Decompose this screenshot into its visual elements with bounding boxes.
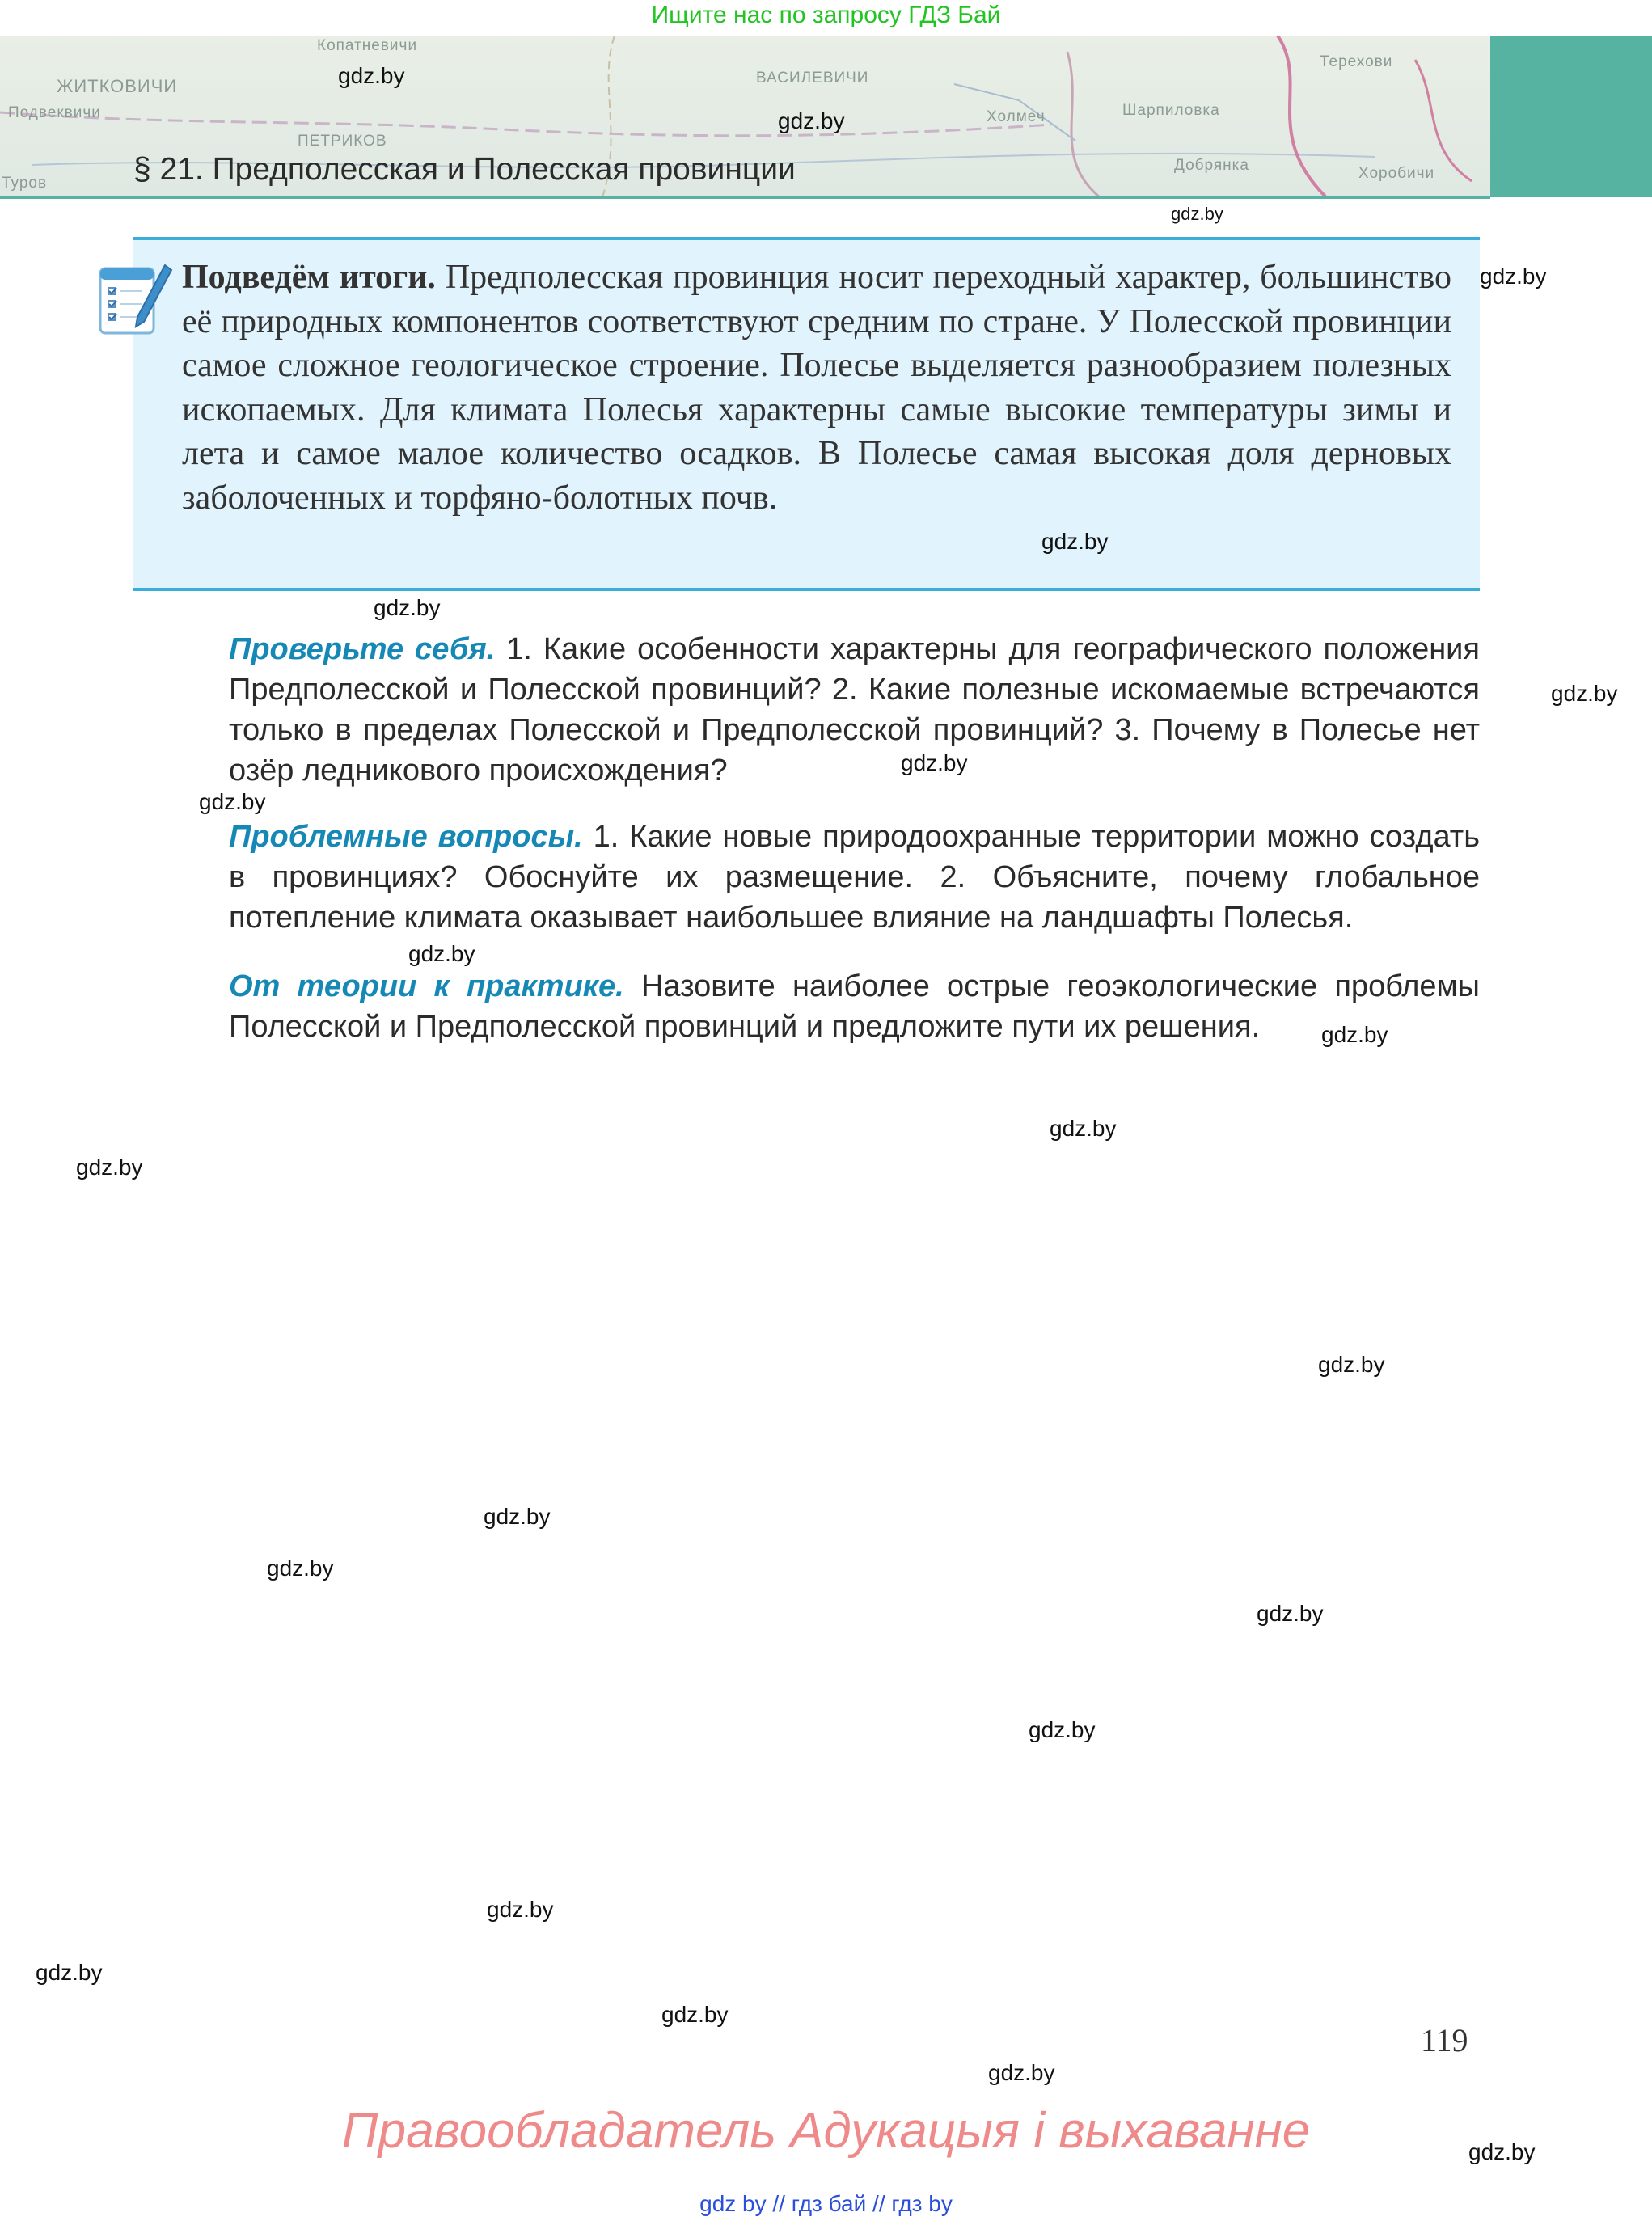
question-heading: Проблемные вопросы. xyxy=(229,820,583,854)
map-label: Хоробичи xyxy=(1358,165,1435,182)
question-heading: От теории к практике. xyxy=(229,969,624,1003)
watermark: gdz.by xyxy=(901,750,968,775)
question-text: Назовите наиболее острые геоэкологические проблемы Полесской и Предполесской провинций и предложите пути их решения. xyxy=(229,969,1480,1044)
map-label: Терехови xyxy=(1320,53,1393,70)
map-label: Туров xyxy=(2,175,48,192)
question-block-practice xyxy=(229,966,1480,1047)
top-search-banner: Ищите нас по запросу ГДЗ Бай xyxy=(651,2,1001,28)
map-label: Холмеч xyxy=(987,108,1046,125)
map-label: Шарпиловка xyxy=(1122,102,1220,119)
map-label: Подвеквичи xyxy=(8,104,101,121)
watermark: gdz.by xyxy=(76,1155,143,1180)
map-label: Копатневичи xyxy=(317,37,418,54)
watermark: gdz.by xyxy=(1318,1352,1385,1377)
watermark: gdz.by xyxy=(1050,1116,1117,1141)
watermark: gdz.by xyxy=(778,108,845,133)
watermark: gdz.by xyxy=(1041,529,1109,554)
watermark: gdz.by xyxy=(487,1897,554,1922)
chapter-title: § 21. Предполесская и Полесская провинции xyxy=(133,152,796,187)
watermark: gdz.by xyxy=(408,941,475,966)
watermark: gdz.by xyxy=(484,1504,551,1529)
watermark: gdz.by xyxy=(199,789,266,814)
summary-title: Подведём итоги. xyxy=(182,259,436,296)
watermark: gdz.by xyxy=(1171,204,1223,224)
map-label: ЖИТКОВИЧИ xyxy=(57,76,178,96)
summary-body: Предполесская провинция носит переходный характер, большинство её природных компонентов соответствуют средним по стране. У Полесской провинции самое сложное геологическое строение. Полесье выделяется разнообразием полезных ископаемых. Для климата Полесья характерны самые высокие температуры зимы и лета и самое малое количество осадков. В Полесье самая высокая доля дерновых заболоченных и торфяно-болотных почв. xyxy=(182,259,1451,517)
map-label: Добрянка xyxy=(1174,157,1249,174)
watermark: gdz.by xyxy=(661,2002,729,2027)
notepad-icon xyxy=(95,257,176,338)
rights-holder: Правообладатель Адукацыя і выхаванне xyxy=(341,2103,1311,2159)
watermark: gdz.by xyxy=(1468,2139,1536,2164)
map-label: ПЕТРИКОВ xyxy=(298,133,387,150)
page-number: 119 xyxy=(1421,2022,1468,2058)
watermark: gdz.by xyxy=(36,1960,103,1985)
question-heading: Проверьте себя. xyxy=(229,632,496,666)
watermark: gdz.by xyxy=(267,1556,334,1581)
question-block-problems xyxy=(229,817,1480,938)
question-text: 1. Какие особенности характерны для географического положения Предполесской и Полесской провинций? 2. Какие полезные искомаемые встречаются только в пределах Полесской и Предполесской провинций? 3. Почему в Полесье нет озёр ледникового происхождения? xyxy=(229,632,1480,787)
summary-text xyxy=(182,255,1451,520)
question-block-check xyxy=(229,629,1480,791)
watermark: gdz.by xyxy=(374,595,441,620)
watermark: gdz.by xyxy=(1029,1717,1096,1742)
watermark: gdz.by xyxy=(988,2060,1055,2085)
watermark: gdz.by xyxy=(1551,681,1618,706)
watermark: gdz.by xyxy=(1257,1601,1324,1626)
watermark: gdz.by xyxy=(1321,1022,1388,1047)
footer-links[interactable]: gdz by // гдз бай // гдз by xyxy=(699,2191,953,2216)
header-color-tab xyxy=(1490,36,1652,197)
map-label: ВАСИЛЕВИЧИ xyxy=(756,70,869,87)
header-rule xyxy=(0,196,1490,199)
watermark: gdz.by xyxy=(338,63,405,88)
question-text: 1. Какие новые природоохранные территории можно создать в провинциях? Обоснуйте их размещение. 2. Объясните, почему глобальное потепление климата оказывает наибольшее влияние на ландшафты Полесья. xyxy=(229,820,1480,935)
watermark: gdz.by xyxy=(1480,264,1547,289)
